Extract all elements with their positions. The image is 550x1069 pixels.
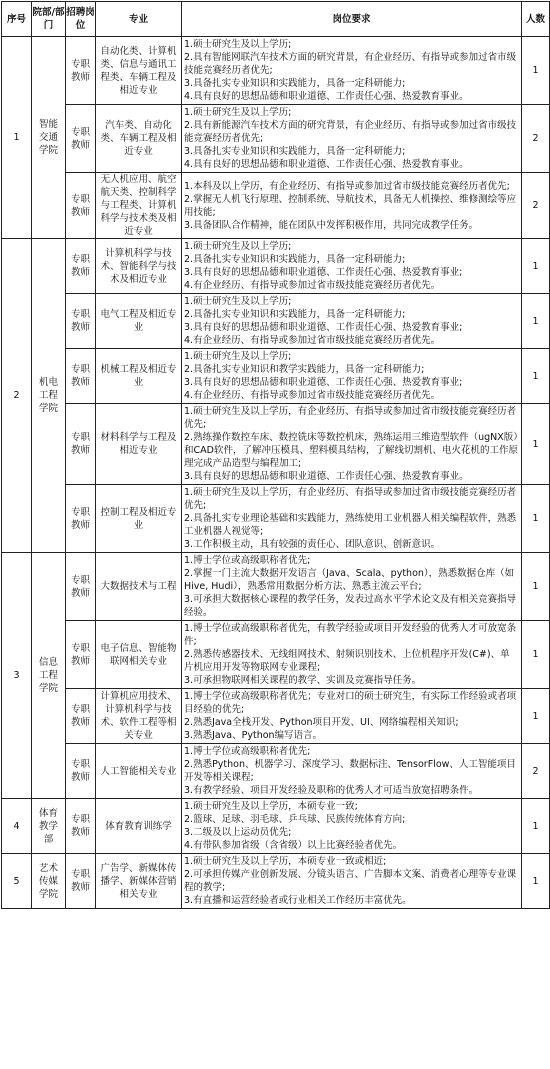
- department-name: 机电工程学院: [32, 239, 66, 553]
- requirement-line: 4.有企业经历、有指导或参加过省市级技能竞赛经历者优先。: [184, 390, 441, 401]
- requirement-line: 2.熟悉传感器技术、无线组网技术、射频识别技术、上位机程序开发(C#)、单片机应用开发等物联网专业课程;: [184, 649, 510, 673]
- requirement-line: 2.具备扎实专业理论基础和实践能力，熟练使用工业机器人相关编程软件，熟悉工业机器人视觉等;: [184, 513, 517, 537]
- group-number: 5: [2, 854, 32, 909]
- post-name: 专职教师: [66, 621, 96, 689]
- major-cell: 电气工程及相近专业: [96, 294, 182, 349]
- requirement-line: 1.硕士研究生及以上学历，有企业经历、有指导或参加过省市级技能竞赛经历者优先;: [184, 406, 517, 430]
- requirement-line: 4.有企业经历、有指导或参加过省市级技能竞赛经历者优先。: [184, 280, 441, 291]
- post-name: 专职教师: [66, 349, 96, 404]
- headcount: 2: [522, 105, 550, 173]
- requirement-line: 3.具有良好的思想品德和职业道德、工作责任心强、热爱教育事业;: [184, 322, 463, 333]
- requirements-cell: [182, 173, 522, 239]
- requirement-line: 2.篮球、足球、羽毛球、乒乓球、民族传统体育方向;: [184, 814, 406, 825]
- headcount: 1: [522, 799, 550, 854]
- headcount: 1: [522, 37, 550, 105]
- headcount: 1: [522, 689, 550, 744]
- post-name: 专职教师: [66, 105, 96, 173]
- requirement-line: 4.具有良好的思想品德和职业道德、工作责任心强、热爱教育事业。: [184, 91, 469, 102]
- header-no: 序号: [2, 2, 32, 37]
- headcount: 1: [522, 553, 550, 621]
- requirement-line: 3.可承担大数据核心课程的教学任务，发表过高水平学术论文及有相关竞赛指导经验。: [184, 594, 517, 618]
- post-name: 专职教师: [66, 485, 96, 553]
- major-cell: 控制工程及相近专业: [96, 485, 182, 553]
- requirement-line: 1.博士学位或高级职称者优先;: [184, 746, 311, 757]
- requirement-line: 3.有教学经验、项目开发经验及职称的优秀人才可适当放宽招聘条件。: [184, 785, 479, 796]
- headcount: 2: [522, 173, 550, 239]
- post-name: 专职教师: [66, 173, 96, 239]
- table-row: [2, 294, 550, 349]
- requirement-line: 4.具有良好的思想品德和职业道德、工作责任心强、热爱教育事业。: [184, 159, 469, 170]
- header-post: 招聘岗位: [66, 2, 96, 37]
- requirements-cell: [182, 621, 522, 689]
- requirement-line: 1.博士学位或高级职称者优先;: [184, 555, 311, 566]
- requirements-cell: [182, 404, 522, 485]
- requirement-line: 1.硕士研究生及以上学历;: [184, 39, 292, 50]
- major-cell: 计算机科学与技术、智能科学与技术及相近专业: [96, 239, 182, 294]
- headcount: 1: [522, 854, 550, 909]
- table-row: [2, 173, 550, 239]
- post-name: 专职教师: [66, 37, 96, 105]
- major-cell: 无人机应用、航空航天类、控制科学与工程类、计算机科学与技术类及相近专业: [96, 173, 182, 239]
- table-row: [2, 689, 550, 744]
- requirement-line: 3.有直播和运营经验者或行业相关工作经历丰富优先。: [184, 895, 412, 906]
- requirements-cell: [182, 799, 522, 854]
- table-row: [2, 404, 550, 485]
- requirement-line: 1.博士学位或高级职称者优先，有教学经验或项目开发经验的优秀人才可放宽条件;: [184, 623, 517, 647]
- table-row: [2, 37, 550, 105]
- major-cell: 人工智能相关专业: [96, 744, 182, 799]
- post-name: 专职教师: [66, 553, 96, 621]
- department-name: 体育教学部: [32, 799, 66, 854]
- headcount: 1: [522, 294, 550, 349]
- headcount: 1: [522, 404, 550, 485]
- header-row: [2, 2, 550, 37]
- requirement-line: 1.硕士研究生及以上学历;: [184, 296, 292, 307]
- requirement-line: 3.工作积极主动，具有较强的责任心、团队意识、创新意识。: [184, 539, 441, 550]
- department-name: 信息工程学院: [32, 553, 66, 799]
- requirement-line: 3.具备团队合作精神，能在团队中发挥积极作用，共同完成教学任务。: [184, 219, 479, 231]
- header-dept: 院部/部门: [32, 2, 66, 37]
- requirement-line: 3.具备扎实专业知识和实践能力，具备一定科研能力;: [184, 78, 406, 89]
- post-name: 专职教师: [66, 744, 96, 799]
- post-name: 专职教师: [66, 239, 96, 294]
- requirement-line: 3.具备扎实专业知识和实践能力，具备一定科研能力;: [184, 146, 406, 157]
- requirements-cell: [182, 294, 522, 349]
- requirements-cell: [182, 239, 522, 294]
- header-major: 专业: [96, 2, 182, 37]
- requirements-cell: [182, 689, 522, 744]
- header-count: 人数: [522, 2, 550, 37]
- post-name: 专职教师: [66, 799, 96, 854]
- requirement-line: 3.可承担物联网相关课程的教学、实训及竞赛指导任务。: [184, 675, 422, 686]
- table-row: [2, 485, 550, 553]
- requirement-line: 3.熟悉Java、Python编写语言。: [184, 730, 323, 741]
- major-cell: 广告学、新媒体传播学、新媒体营销相关专业: [96, 854, 182, 909]
- major-cell: 机械工程及相近专业: [96, 349, 182, 404]
- major-cell: 电子信息、智能物联网相关专业: [96, 621, 182, 689]
- table-row: [2, 854, 550, 909]
- table-row: [2, 349, 550, 404]
- table-body: [2, 37, 550, 909]
- requirements-cell: [182, 349, 522, 404]
- headcount: 1: [522, 621, 550, 689]
- requirements-cell: [182, 744, 522, 799]
- recruitment-table: [1, 1, 550, 909]
- department-name: 艺术传媒学院: [32, 854, 66, 909]
- requirement-line: 1.硕士研究生及以上学历;: [184, 241, 292, 252]
- requirement-line: 1.硕士研究生及以上学历，有企业经历、有指导或参加过省市级技能竞赛经历者优先;: [184, 487, 517, 511]
- requirement-line: 3.具有良好的思想品德和职业道德、工作责任心强、热爱教育事业;: [184, 377, 463, 388]
- post-name: 专职教师: [66, 689, 96, 744]
- major-cell: 体育教育训练学: [96, 799, 182, 854]
- table-row: [2, 239, 550, 294]
- requirements-cell: [182, 105, 522, 173]
- group-number: 3: [2, 553, 32, 799]
- post-name: 专职教师: [66, 294, 96, 349]
- group-number: 1: [2, 37, 32, 239]
- header-requirements: 岗位要求: [182, 2, 522, 37]
- headcount: 2: [522, 744, 550, 799]
- table-row: [2, 744, 550, 799]
- requirement-line: 1.硕士研究生及以上学历，本硕专业一致或相近;: [184, 856, 387, 867]
- requirement-line: 2.具有新能源汽车技术方面的研究背景，有企业经历、有指导或参加过省市级技能竞赛经历者优先;: [184, 120, 517, 144]
- requirement-line: 4.有带队参加省级（含省级）以上比赛经验者优先。: [184, 840, 403, 851]
- requirement-line: 2.可承担传媒产业创新发展、分镜头语言、广告脚本文案、消费者心理等专业课程的教学;: [184, 869, 517, 893]
- major-cell: 汽车类、自动化类、车辆工程及相近专业: [96, 105, 182, 173]
- major-cell: 材料科学与工程及相近专业: [96, 404, 182, 485]
- requirement-line: 2.熟练操作数控车床、数控铣床等数控机床，熟练运用三维造型软件（ugNX版）和CAD软件，了解冲压模具、塑料模具结构，了解线切割机、电火花机的工作原理完成产品造型与编程加工;: [184, 432, 518, 469]
- major-cell: 计算机应用技术、计算机科学与技术、软件工程等相关专业: [96, 689, 182, 744]
- requirement-line: 2.掌握一门主流大数据开发语言（Java、Scala、python），熟悉数据仓库（如 Hive, Hudi），熟悉常用数据分析方法、熟悉主流云平台;: [184, 568, 515, 592]
- requirements-cell: [182, 37, 522, 105]
- table-row: [2, 105, 550, 173]
- headcount: 1: [522, 239, 550, 294]
- table-row: [2, 799, 550, 854]
- requirement-line: 1.博士学位或高级职称者优先；专业对口的硕士研究生，有实际工作经验或者项目经验的优先;: [184, 691, 517, 715]
- requirement-line: 4.有企业经历、有指导或参加过省市级技能竞赛经历者优先。: [184, 335, 441, 346]
- major-cell: 大数据技术与工程: [96, 553, 182, 621]
- headcount: 1: [522, 485, 550, 553]
- requirement-line: 1.硕士研究生及以上学历;: [184, 107, 292, 118]
- requirement-line: 1.硕士研究生及以上学历，本硕专业一致;: [184, 801, 358, 812]
- requirement-line: 2.具有智能网联汽车技术方面的研究背景，有企业经历、有指导或参加过省市级技能竞赛经历者优先;: [184, 52, 517, 76]
- table-row: [2, 553, 550, 621]
- requirement-line: 2.具备扎实专业知识和实践能力，具备一定科研能力;: [184, 254, 406, 265]
- requirement-line: 3.二级及以上运动员优先;: [184, 827, 292, 838]
- post-name: 专职教师: [66, 854, 96, 909]
- requirement-line: 2.熟悉Python、机器学习、深度学习、数据标注、TensorFlow、人工智能项目开发等相关课程;: [184, 759, 516, 783]
- headcount: 1: [522, 349, 550, 404]
- major-cell: 自动化类、计算机类、信息与通讯工程类、车辆工程及相近专业: [96, 37, 182, 105]
- requirement-line: 2.具备扎实专业知识和实践能力，具备一定科研能力;: [184, 309, 406, 320]
- requirement-line: 1.硕士研究生及以上学历;: [184, 351, 292, 362]
- requirement-line: 3.具有良好的思想品德和职业道德、工作责任心强、热爱教育事业;: [184, 267, 463, 278]
- post-name: 专职教师: [66, 404, 96, 485]
- requirements-cell: [182, 485, 522, 553]
- requirement-line: 2.掌握无人机飞行原理、控制系统、导航技术，具备无人机操控、维修测绘等应用技能;: [184, 193, 517, 218]
- table-row: [2, 621, 550, 689]
- requirement-line: 3.具有良好的思想品德和职业道德、工作责任心强、热爱教育事业。: [184, 471, 469, 482]
- department-name: 智能交通学院: [32, 37, 66, 239]
- group-number: 4: [2, 799, 32, 854]
- requirement-line: 1.本科及以上学历，有企业经历、有指导或参加过省市级技能竞赛经历者优先;: [184, 180, 510, 192]
- requirements-cell: [182, 854, 522, 909]
- requirements-cell: [182, 553, 522, 621]
- requirement-line: 2.具备扎实专业知识和教学实践能力，具备一定科研能力;: [184, 364, 425, 375]
- group-number: 2: [2, 239, 32, 553]
- requirement-line: 2.熟悉Java全栈开发、Python项目开发、UI、网络编程相关知识;: [184, 717, 459, 728]
